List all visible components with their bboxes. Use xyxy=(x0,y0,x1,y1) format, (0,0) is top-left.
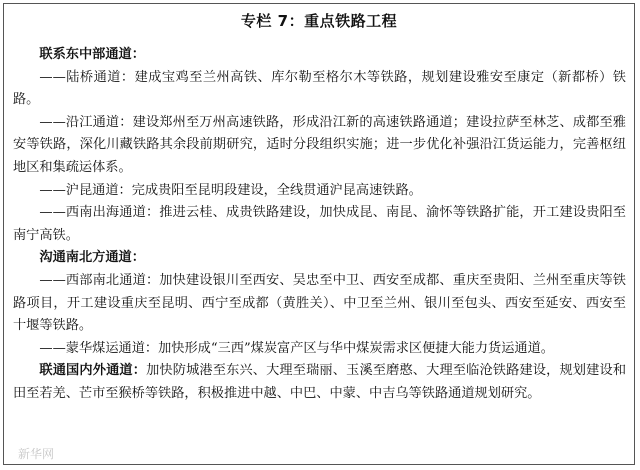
section-heading-north-south: 沟通南北方通道： xyxy=(39,250,145,266)
column-content xyxy=(13,44,626,406)
item-shanghai-kunming-corridor: ——沪昆通道：完成贵阳至昆明段建设，全线贯通沪昆高速铁路。 xyxy=(39,182,422,198)
item-yangtze-corridor: ——沿江通道：建设郑州至万州高速铁路，形成沿江新的高速铁路通道；建设拉萨至林芝、成都至雅安等铁路，深化川藏铁路其余段前期研究，适时分段组织实施；进一步优化补强沿江货运能力，完善枢纽地区和集疏运体系。 xyxy=(13,114,626,175)
item-western-north-south-corridor: ——西部南北通道：加快建设银川至西安、吴忠至中卫、西安至成都、重庆至贵阳、兰州至重庆等铁路项目，开工建设重庆至昆明、西宁至成都（黄胜关）、中卫至兰州、银川至包头、西安至延安、西安至十堰等铁路。 xyxy=(13,272,626,334)
international-corridor-text: 加快防城港至东兴、大理至瑞丽、玉溪至磨憨、大理至临沧铁路建设，规划建设和田至若羌、芒市至猴桥等铁路，积极推进中越、中巴、中蒙、中吉乌等铁路通道规划研究。 xyxy=(13,363,627,401)
column-title: 专栏 7：重点铁路工程 xyxy=(240,12,398,30)
item-international-corridor xyxy=(13,360,626,405)
section-heading-east-central: 联系东中部通道： xyxy=(39,47,145,62)
section-heading-international: 联通国内外通道： xyxy=(39,363,147,379)
watermark: 新华网 xyxy=(18,447,55,461)
column-box xyxy=(3,3,635,465)
item-land-bridge-corridor: ——陆桥通道：建成宝鸡至兰州高铁、库尔勒至格尔木等铁路，规划建设雅安至康定（新都桥）铁路。 xyxy=(13,69,626,108)
item-southwest-sea-corridor: ——西南出海通道：推进云桂、成贵铁路建设，加快成昆、南昆、渝怀等铁路扩能，开工建设贵阳至南宁高铁。 xyxy=(13,205,626,243)
item-menghua-coal-corridor: ——蒙华煤运通道：加快形成“三西”煤炭富产区与华中煤炭需求区便捷大能力货运通道。 xyxy=(39,340,554,356)
